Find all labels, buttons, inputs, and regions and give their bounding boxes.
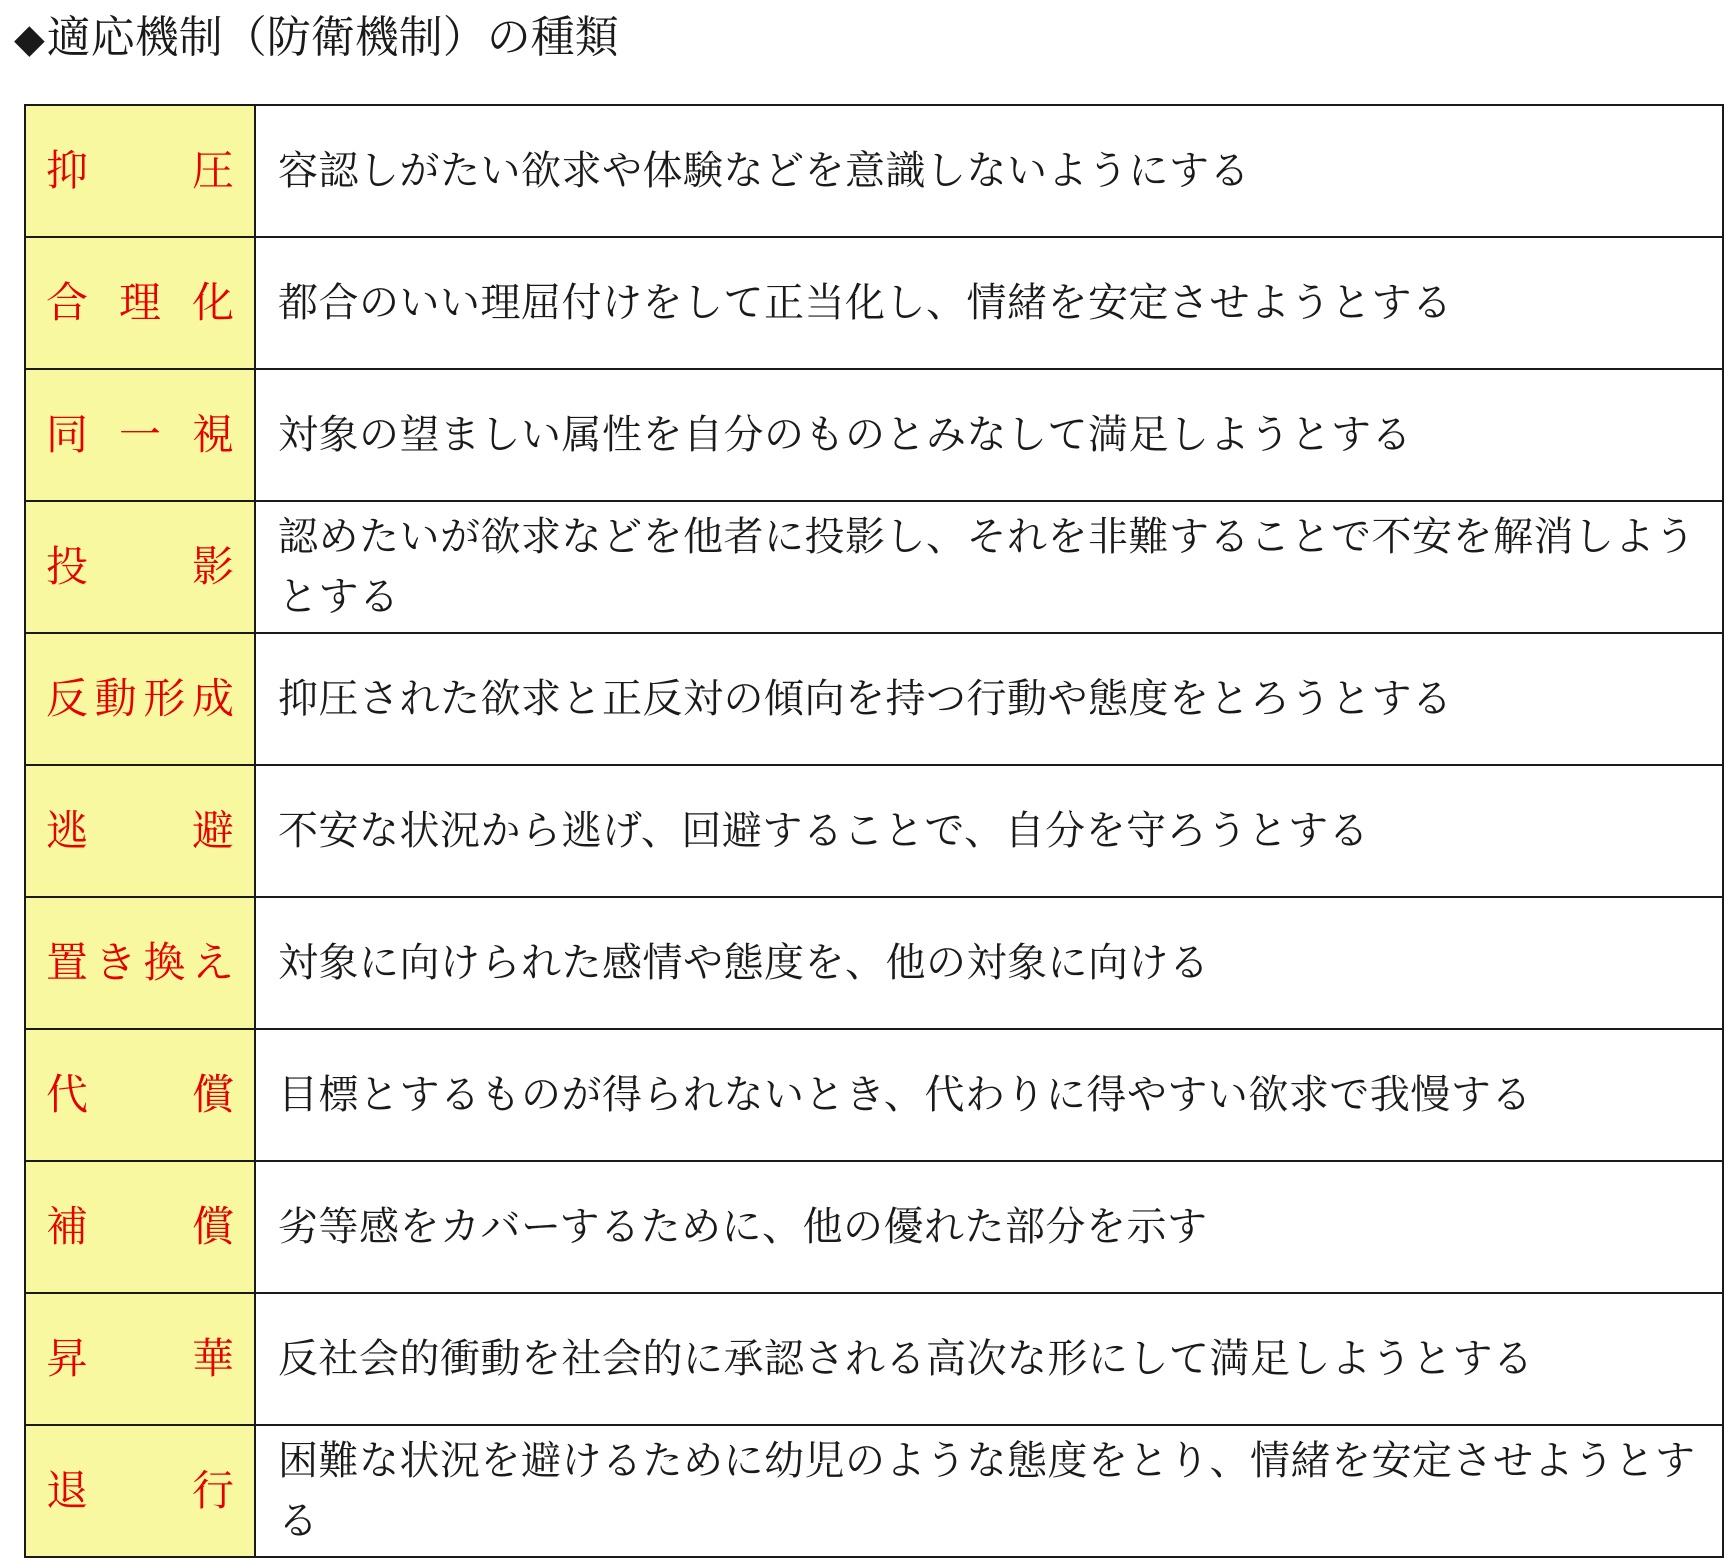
description-text: 目標とするものが得られないとき、代わりに得やすい欲求で我慢する bbox=[278, 1072, 1532, 1118]
term-char: 影 bbox=[191, 542, 234, 591]
term-char: 反 bbox=[46, 674, 89, 723]
table-row bbox=[26, 368, 1722, 500]
term-char: 換 bbox=[143, 938, 186, 987]
description-cell bbox=[256, 502, 1722, 632]
description-text: 都合のいい理屈付けをして正当化し、情緒を安定させようとする bbox=[278, 280, 1453, 326]
term-char: 理 bbox=[118, 278, 161, 327]
term-label bbox=[46, 673, 234, 725]
description-text: 認めたいが欲求などを他者に投影し、それを非難することで不安を解消しようとする bbox=[278, 514, 1696, 620]
term-char: 逃 bbox=[46, 806, 89, 855]
description-text: 困難な状況を避けるために幼児のような態度をとり、情緒を安定させようとする bbox=[278, 1438, 1696, 1544]
description-cell bbox=[256, 1030, 1722, 1160]
term-char: 退 bbox=[46, 1466, 89, 1515]
term-cell bbox=[26, 1294, 256, 1424]
term-cell bbox=[26, 1030, 256, 1160]
description-cell bbox=[256, 106, 1722, 236]
term-char: 償 bbox=[191, 1202, 234, 1251]
term-label bbox=[46, 937, 234, 989]
description-cell bbox=[256, 898, 1722, 1028]
term-char: え bbox=[191, 938, 234, 987]
term-label bbox=[46, 805, 234, 857]
description-cell bbox=[256, 1426, 1722, 1556]
term-char: 行 bbox=[191, 1466, 234, 1515]
term-cell bbox=[26, 634, 256, 764]
description-text: 対象に向けられた感情や態度を、他の対象に向ける bbox=[278, 940, 1210, 986]
description-text: 抑圧された欲求と正反対の傾向を持つ行動や態度をとろうとする bbox=[278, 676, 1453, 722]
term-char: 償 bbox=[191, 1070, 234, 1119]
description-text: 劣等感をカバーするために、他の優れた部分を示す bbox=[278, 1204, 1208, 1250]
diamond-icon: ◆ bbox=[14, 16, 45, 62]
term-cell bbox=[26, 1162, 256, 1292]
term-cell bbox=[26, 766, 256, 896]
term-label bbox=[46, 1465, 234, 1517]
term-label bbox=[46, 541, 234, 593]
term-cell bbox=[26, 898, 256, 1028]
defense-mechanisms-table bbox=[24, 104, 1724, 1558]
table-row bbox=[26, 1292, 1722, 1424]
table-row bbox=[26, 106, 1722, 236]
term-cell bbox=[26, 370, 256, 500]
term-label bbox=[46, 409, 234, 461]
description-text: 反社会的衝動を社会的に承認される高次な形にして満足しようとする bbox=[278, 1336, 1534, 1382]
term-cell bbox=[26, 106, 256, 236]
page-title-text: 適応機制（防衛機制）の種類 bbox=[46, 12, 619, 63]
description-cell bbox=[256, 238, 1722, 368]
term-char: 動 bbox=[94, 674, 137, 723]
term-cell bbox=[26, 502, 256, 632]
term-label bbox=[46, 1201, 234, 1253]
term-char: き bbox=[94, 938, 137, 987]
table-row bbox=[26, 632, 1722, 764]
description-text: 容認しがたい欲求や体験などを意識しないようにする bbox=[278, 148, 1250, 194]
description-text: 対象の望ましい属性を自分のものとみなして満足しようとする bbox=[278, 412, 1412, 458]
table-row bbox=[26, 1424, 1722, 1556]
term-char: 圧 bbox=[191, 146, 234, 195]
term-char: 置 bbox=[46, 938, 89, 987]
page-title bbox=[14, 10, 619, 67]
term-char: 昇 bbox=[46, 1334, 89, 1383]
term-char: 補 bbox=[46, 1202, 89, 1251]
term-char: 成 bbox=[191, 674, 234, 723]
term-char: 視 bbox=[191, 410, 234, 459]
term-char: 同 bbox=[46, 410, 89, 459]
term-char: 形 bbox=[143, 674, 186, 723]
term-char: 華 bbox=[191, 1334, 234, 1383]
table-row bbox=[26, 764, 1722, 896]
description-cell bbox=[256, 370, 1722, 500]
term-label bbox=[46, 145, 234, 197]
term-label bbox=[46, 1069, 234, 1121]
table-row bbox=[26, 500, 1722, 632]
description-cell bbox=[256, 1162, 1722, 1292]
term-char: 避 bbox=[191, 806, 234, 855]
term-char: 投 bbox=[46, 542, 89, 591]
table-row bbox=[26, 896, 1722, 1028]
table-row bbox=[26, 1160, 1722, 1292]
term-cell bbox=[26, 1426, 256, 1556]
description-cell bbox=[256, 766, 1722, 896]
description-text: 不安な状況から逃げ、回避することで、自分を守ろうとする bbox=[278, 808, 1370, 854]
term-char: 抑 bbox=[46, 146, 89, 195]
term-label bbox=[46, 277, 234, 329]
term-cell bbox=[26, 238, 256, 368]
table-row bbox=[26, 1028, 1722, 1160]
table-row bbox=[26, 236, 1722, 368]
term-char: 代 bbox=[46, 1070, 89, 1119]
term-char: 合 bbox=[46, 278, 89, 327]
description-cell bbox=[256, 634, 1722, 764]
term-char: 一 bbox=[118, 410, 161, 459]
term-label bbox=[46, 1333, 234, 1385]
term-char: 化 bbox=[191, 278, 234, 327]
description-cell bbox=[256, 1294, 1722, 1424]
